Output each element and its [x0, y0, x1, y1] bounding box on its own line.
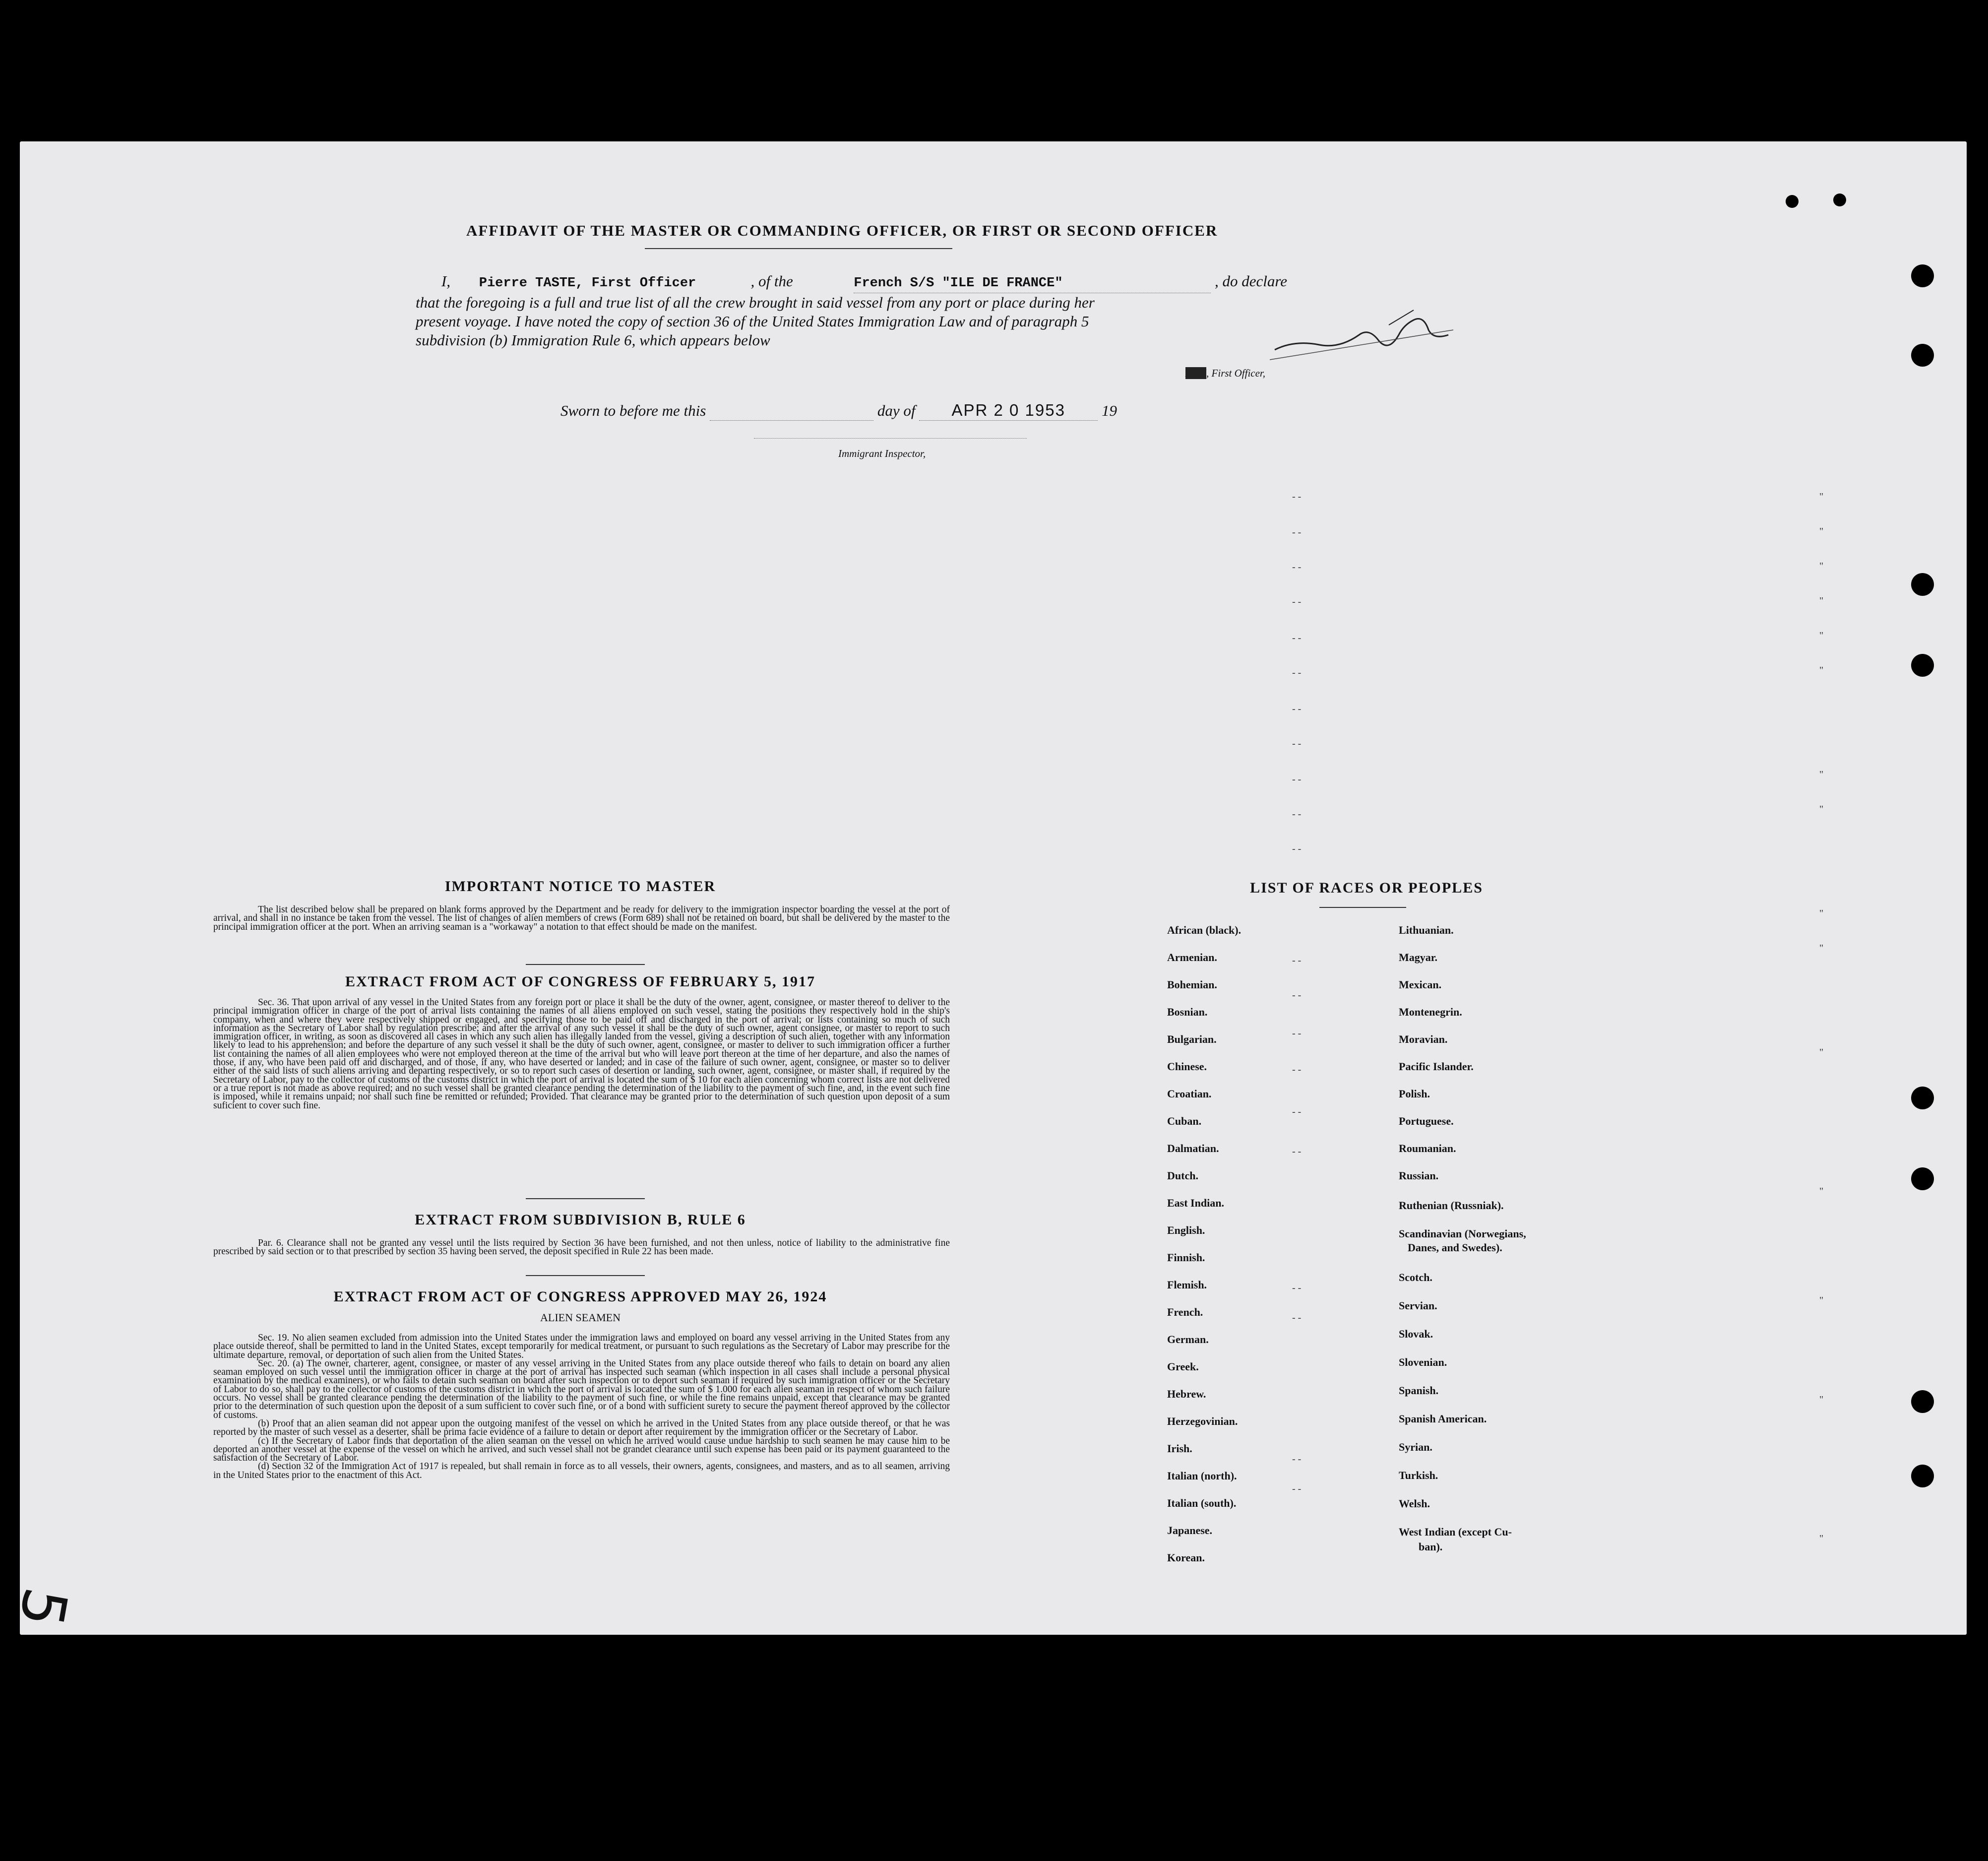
race-item: Cuban.	[1167, 1115, 1202, 1127]
race-item: Bosnian.	[1167, 1006, 1208, 1018]
race-item: Welsh.	[1399, 1497, 1430, 1510]
race-item: East Indian.	[1167, 1197, 1224, 1209]
redacted-mark: XXX	[1185, 367, 1207, 379]
divider	[1319, 907, 1406, 908]
race-item: Slovak.	[1399, 1328, 1433, 1340]
race-item: Magyar.	[1399, 951, 1438, 963]
sec-19: Sec. 19. No alien seamen excluded from admission into the United States under the immigration laws and employed on board any vessel arriving in the United States from any place outside thereof, shall be permitted to land in the United States, except temporarily for medical treatment, or pursuant to such regulations as the Secretary of Labor may prescribe for the ultimate departure, removal, or deportation of such alien from the United States.	[213, 1333, 950, 1360]
tick-mark: "	[1819, 908, 1824, 919]
tick-mark: - -	[1292, 1106, 1302, 1117]
race-item: Spanish.	[1399, 1384, 1439, 1397]
declaration-line-3: present voyage. I have noted the copy of section 36 of the United States Immigration Law and of paragraph 5	[416, 313, 1089, 330]
tick-mark: "	[1819, 595, 1824, 606]
race-item: Servian.	[1399, 1299, 1437, 1312]
race-item: Italian (north).	[1167, 1470, 1237, 1482]
punch-hole	[1911, 1465, 1934, 1487]
sec-20b: (b) Proof that an alien seaman did not appear upon the outgoing manifest of the vessel on which he arrived in the United States from any place outside thereof, or that he was reported by the master of such vessel as a deserter, shall be prima facie evidence of a failure to detain or deport after requirement by the immigration officer or the Secretary of Labor.	[213, 1418, 950, 1438]
race-item: Syrian.	[1399, 1441, 1432, 1453]
race-item: Dalmatian.	[1167, 1142, 1219, 1155]
extract-1924-body	[213, 1334, 950, 1479]
race-item: Turkish.	[1399, 1469, 1438, 1481]
declaration-line-4: subdivision (b) Immigration Rule 6, which appears below	[416, 331, 770, 349]
race-item: Scotch.	[1399, 1271, 1432, 1283]
margin-mark: 5	[5, 1582, 80, 1632]
inspector-label: Immigrant Inspector,	[838, 448, 926, 459]
declaration-line-1	[416, 272, 1358, 293]
year-prefix: 19	[1101, 402, 1117, 419]
day-of-label: day of	[877, 402, 916, 419]
race-item: Roumanian.	[1399, 1142, 1456, 1155]
sworn-day-blank	[710, 401, 873, 421]
tick-mark: "	[1819, 1533, 1824, 1544]
tick-mark: "	[1819, 1186, 1824, 1197]
extract-1917-heading: EXTRACT FROM ACT OF CONGRESS OF FEBRUARY 5, 1917	[345, 973, 816, 990]
race-item: Italian (south).	[1167, 1497, 1237, 1509]
tick-mark: - -	[1292, 955, 1302, 966]
race-item: Portuguese.	[1399, 1115, 1454, 1127]
races-heading: LIST OF RACES OR PEOPLES	[1250, 880, 1483, 896]
race-item: Armenian.	[1167, 951, 1217, 963]
race-item: African (black).	[1167, 924, 1242, 936]
tick-column	[1292, 491, 1322, 1558]
punch-hole	[1833, 193, 1846, 206]
tick-mark: - -	[1292, 1312, 1302, 1323]
notice-body: The list described below shall be prepared on blank forms approved by the Department and be ready for delivery to the immigration inspector boarding the vessel at the port of arrival, and shall in no instance be taken from the vessel. The list of changes of alien members of crews (Form 689) shall not be retained on board, but shall be delivered by the master to the principal immigration officer at the port. When an arriving seaman is a "workaway" a notation to that effect should be made on the manifest.	[213, 904, 950, 932]
race-item: English.	[1167, 1224, 1205, 1236]
extract-1917-body: Sec. 36. That upon arrival of any vessel in the United States from any foreign port or place it shall be the duty of the owner, agent, consignee, or master thereof to deliver to the principal immigration officer in charge of the port of arrival lists containing the names of all aliens employed on such vessel, stating the positions they respectively hold in the ship's company, when and where they were respectively shipped or engaged, and specifying those to be paid off and discharged in the port of arrival; or lists containing so much of such information as the Secretary of Labor shall by regulation prescribe; and after the arrival of any such vessel it shall be the duty of such owner, agent consignee, or master to report to such immigration officer, in writing, as soon as discovered all cases in which any such alien has illegally landed from the vessel, giving a description of such alien, together with any information likely to lead to his apprehension; and before the departure of any such vessel it shall be the duty of such owner, agent, consignee, or master to deliver to such immigration officer a further list containing the names of all alien employees who were not employed thereon at the time of the arrival but who will leave port thereon at the time of her departure, and also the names of those, if any, who have been paid off and discharged, and of those, if any, who have deserted or landed; and in case of the failure of such owner, agent, consignee, or master so to deliver either of the said lists of such aliens arriving and departing respectively, or so to report such cases of desertion or landing, such owner, agent, consignee, or master shall, if required by the Secretary of Labor, pay to the collector of customs of the customs district in which the port of arrival is located the sum of $ 10 for each alien concerning whom correct lists are not delivered or a true report is not made as above required; and no such vessel shall be granted clearance pending the determination of the liability to the payment of such fine, and, in the event such fine is imposed, while it remains unpaid; nor shall such fine be remitted or refunded; Provided. That clearance may be granted prior to the determination of such question upon deposit of a sum suficient to cover such fine.	[213, 997, 950, 1111]
tick-mark: - -	[1292, 1064, 1302, 1075]
of-the-label: , of the	[750, 272, 793, 290]
punch-hole	[1911, 573, 1934, 596]
tick-mark: - -	[1292, 1146, 1302, 1157]
sworn-text: Sworn to before me this	[560, 402, 706, 419]
punch-hole	[1911, 1390, 1934, 1413]
race-item: Scandinavian (Norwegians,	[1399, 1227, 1526, 1240]
tick-mark: - -	[1292, 1028, 1302, 1039]
race-item: Finnish.	[1167, 1251, 1205, 1264]
race-item: West Indian (except Cu-	[1399, 1526, 1512, 1538]
race-item: Moravian.	[1399, 1033, 1448, 1045]
extract-rule6-heading: EXTRACT FROM SUBDIVISION B, RULE 6	[415, 1212, 746, 1228]
tick-mark: "	[1819, 1295, 1824, 1306]
sec-20d: (d) Section 32 of the Immigration Act of 1917 is repealed, but shall remain in force as to all vessels, their owners, agents, consignees, and masters, and as to all seamen, arriving in the United States prior to the enactment of this Act.	[213, 1461, 950, 1480]
race-item: Pacific Islander.	[1399, 1060, 1474, 1073]
extract-1924-subheading: ALIEN SEAMEN	[540, 1311, 621, 1324]
race-item: German.	[1167, 1333, 1209, 1346]
tick-mark: "	[1819, 526, 1824, 537]
divider	[526, 964, 645, 965]
divider	[526, 1275, 645, 1276]
divider	[526, 1198, 645, 1199]
race-item: Russian.	[1399, 1169, 1439, 1182]
date-stamp: APR 2 0 1953	[951, 401, 1065, 419]
race-item: Hebrew.	[1167, 1388, 1206, 1400]
officer-name: Pierre TASTE, First Officer	[479, 276, 696, 291]
tick-mark: - -	[1292, 1283, 1302, 1293]
punch-hole	[1911, 654, 1934, 677]
tick-mark: "	[1819, 1047, 1824, 1058]
punch-hole	[1786, 195, 1799, 208]
tick-mark: - -	[1292, 527, 1302, 538]
tick-mark: - -	[1292, 704, 1302, 714]
race-item: Polish.	[1399, 1088, 1430, 1100]
tick-mark: - -	[1292, 1454, 1302, 1465]
tick-mark: "	[1819, 491, 1824, 502]
vessel-name: French S/S "ILE DE FRANCE"	[854, 274, 1211, 293]
edge-ticks	[1819, 491, 1834, 1583]
race-item: Danes, and Swedes).	[1408, 1241, 1502, 1254]
race-item: Greek.	[1167, 1360, 1199, 1373]
tick-mark: - -	[1292, 774, 1302, 785]
race-item: Croatian.	[1167, 1088, 1212, 1100]
tick-mark: "	[1819, 804, 1824, 815]
race-item: Lithuanian.	[1399, 924, 1454, 936]
officer-signature-label: , First Officer,	[1206, 367, 1266, 379]
divider	[645, 248, 952, 249]
do-declare-label: , do declare	[1215, 272, 1288, 290]
punch-hole	[1911, 264, 1934, 287]
tick-mark: "	[1819, 943, 1824, 954]
declaration	[416, 272, 1358, 350]
extract-rule6-body: Par. 6. Clearance shall not be granted any vessel until the lists required by Section 36 have been furnished, and not then unless, notice of liability to the administrative fine prescribed by said section or to that prescribed by section 35 having been served, the deposit specified in Rule 22 has been made.	[213, 1238, 950, 1257]
race-item: ban).	[1419, 1540, 1443, 1553]
race-item: Flemish.	[1167, 1279, 1207, 1291]
race-item: Bulgarian.	[1167, 1033, 1217, 1045]
punch-hole	[1911, 1087, 1934, 1109]
tick-mark: - -	[1292, 809, 1302, 820]
tick-mark: - -	[1292, 667, 1302, 678]
sworn-line	[560, 401, 1230, 421]
date-stamp-field	[919, 401, 1098, 421]
tick-mark: - -	[1292, 491, 1302, 502]
tick-mark: "	[1819, 1394, 1824, 1405]
race-item: Slovenian.	[1399, 1356, 1447, 1368]
tick-mark: - -	[1292, 990, 1302, 1001]
handwritten-signature	[1265, 305, 1463, 365]
i-label: I,	[441, 272, 450, 290]
tick-mark: "	[1819, 769, 1824, 780]
race-item: Montenegrin.	[1399, 1006, 1462, 1018]
race-item: Irish.	[1167, 1442, 1192, 1455]
sec-20a: Sec. 20. (a) The owner, charterer, agent, consignee, or master of any vessel arriving in the United States from any place outside thereof who fails to detain on board any alien seaman employed on such vessel until the immigration officer in charge at the port of arrival has inspected such seaman (which inspection in all cases shall include a personal physical examination by the medical examiners), or who fails to detain such seaman on board after such inspection or to deport such seaman if required by such immigration officer or the Secretary of Labor to do so, shall pay to the collector of customs of the customs district in which the port of arrival is located the sum of $ 1.000 for each alien seaman in respect of whom such failure occurs. No vessel shall be granted clearance pending the determination of the liability to the payment of such fine, or while the fine remains unpaid, except that clearance may be granted prior to the determination of such question upon the deposit of a sum sufficient to cover such fine, or of a bond with sufficient surety to secure the payment thereof approved by the collector of customs.	[213, 1358, 950, 1420]
tick-mark: - -	[1292, 596, 1302, 607]
tick-mark: - -	[1292, 843, 1302, 854]
inspector-sig-line	[754, 438, 1027, 439]
race-item: Mexican.	[1399, 978, 1442, 991]
race-item: Spanish American.	[1399, 1412, 1487, 1425]
race-item: Korean.	[1167, 1551, 1205, 1564]
race-item: Ruthenian (Russniak).	[1399, 1199, 1504, 1212]
tick-mark: "	[1819, 561, 1824, 572]
race-item: French.	[1167, 1306, 1203, 1318]
punch-hole	[1911, 344, 1934, 367]
race-item: Dutch.	[1167, 1169, 1198, 1182]
tick-mark: - -	[1292, 738, 1302, 749]
signature-block	[1185, 367, 1364, 380]
tick-mark: - -	[1292, 1483, 1302, 1494]
tick-mark: "	[1819, 665, 1824, 676]
race-item: Herzegovinian.	[1167, 1415, 1238, 1427]
notice-heading: IMPORTANT NOTICE TO MASTER	[444, 878, 716, 895]
declaration-line-2: that the foregoing is a full and true list of all the crew brought in said vessel from any port or place during her	[416, 294, 1095, 311]
race-item: Chinese.	[1167, 1060, 1207, 1073]
tick-mark: - -	[1292, 633, 1302, 643]
affidavit-title: AFFIDAVIT OF THE MASTER OR COMMANDING OFFICER, OR FIRST OR SECOND OFFICER	[466, 222, 1218, 239]
extract-1924-heading: EXTRACT FROM ACT OF CONGRESS APPROVED MAY 26, 1924	[333, 1288, 827, 1305]
race-item: Japanese.	[1167, 1524, 1213, 1537]
sec-20c: (c) If the Secretary of Labor finds that deportation of the alien seaman on the vessel on which he arrived would cause undue hardship to such seamen he may cause him to be deported an another vessel at the expense of the vessel on which he arrived, and such vessel shall not be grandet clearance until such expense has been paid or its payment guaranteed to the satisfaction of the Secretary of Labor.	[213, 1435, 950, 1464]
tick-mark: - -	[1292, 562, 1302, 573]
tick-mark: "	[1819, 630, 1824, 641]
punch-hole	[1911, 1167, 1934, 1190]
race-item: Bohemian.	[1167, 978, 1217, 991]
